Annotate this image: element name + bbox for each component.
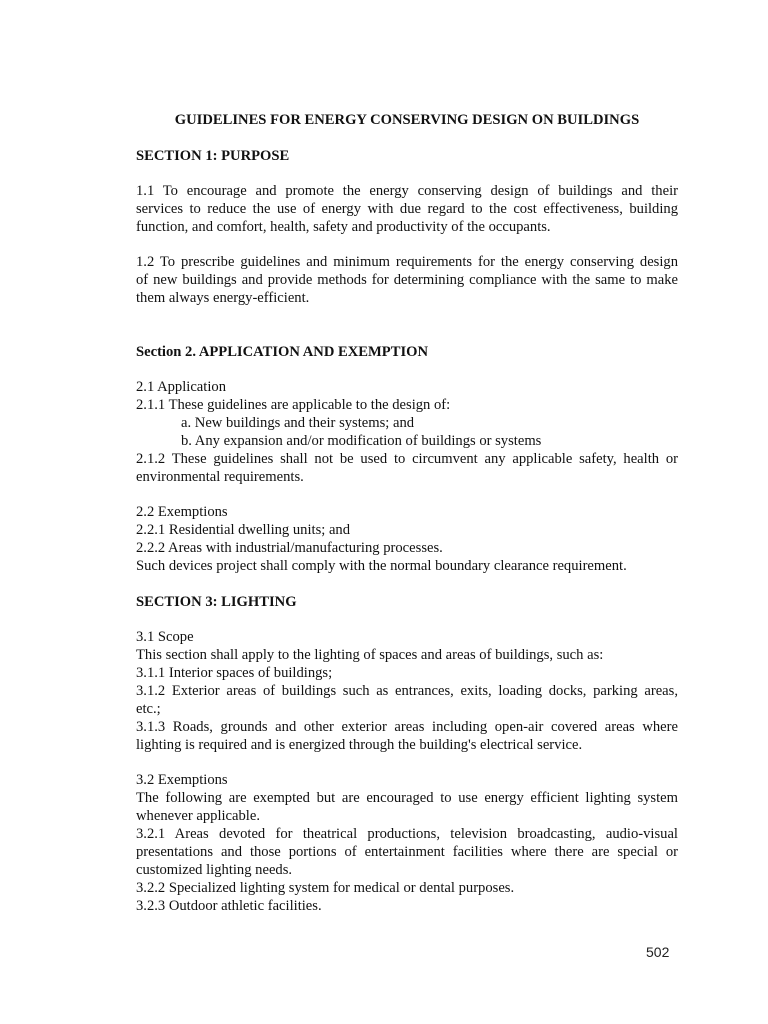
- lighting-exemptions-intro-line-1: The following are exempted but are encouraged to use energy efficient lighting system: [136, 790, 678, 806]
- scope-3-1-3-line-2: lighting is required and is energized through the building's electrical service.: [136, 737, 583, 753]
- document-page: [136, 0, 678, 1024]
- exemptions-title: 2.2 Exemptions: [136, 504, 228, 520]
- scope-3-1-3-line-1: 3.1.3 Roads, grounds and other exterior areas including open-air covered areas where: [136, 719, 678, 735]
- section-2-heading: Section 2. APPLICATION AND EXEMPTION: [136, 344, 429, 360]
- paragraph-1-1-line-3: function, and comfort, health, safety and productivity of the occupants.: [136, 219, 551, 235]
- section-1-heading: SECTION 1: PURPOSE: [136, 148, 290, 164]
- exemption-3-2-2: 3.2.2 Specialized lighting system for medical or dental purposes.: [136, 880, 515, 896]
- paragraph-1-2-line-2: of new buildings and provide methods for determining compliance with the same to make: [136, 272, 678, 288]
- application-2-1-1: 2.1.1 These guidelines are applicable to the design of:: [136, 397, 451, 413]
- scope-3-1-1: 3.1.1 Interior spaces of buildings;: [136, 665, 333, 681]
- section-3-heading: SECTION 3: LIGHTING: [136, 594, 297, 610]
- exemption-2-2-1: 2.2.1 Residential dwelling units; and: [136, 522, 351, 538]
- scope-3-1-2-line-1: 3.1.2 Exterior areas of buildings such as entrances, exits, loading docks, parking areas,: [136, 683, 678, 699]
- exemption-3-2-1-line-2: presentations and those portions of entertainment facilities where there are special or: [136, 844, 678, 860]
- exemption-3-2-1-line-3: customized lighting needs.: [136, 862, 293, 878]
- application-2-1-2-line-1: 2.1.2 These guidelines shall not be used to circumvent any applicable safety, health or: [136, 451, 678, 467]
- application-item-a: a. New buildings and their systems; and: [181, 415, 415, 431]
- scope-3-1-2-line-2: etc.;: [136, 701, 161, 717]
- scope-title: 3.1 Scope: [136, 629, 194, 645]
- paragraph-1-2-line-3: them always energy-efficient.: [136, 290, 310, 306]
- exemption-3-2-3: 3.2.3 Outdoor athletic facilities.: [136, 898, 322, 914]
- exemption-3-2-1-line-1: 3.2.1 Areas devoted for theatrical productions, television broadcasting, audio-visual: [136, 826, 678, 842]
- scope-intro: This section shall apply to the lighting of spaces and areas of buildings, such as:: [136, 647, 604, 663]
- lighting-exemptions-title: 3.2 Exemptions: [136, 772, 228, 788]
- application-title: 2.1 Application: [136, 379, 226, 395]
- application-item-b: b. Any expansion and/or modification of buildings or systems: [181, 433, 542, 449]
- page-number: 502: [646, 944, 670, 960]
- exemption-2-2-2: 2.2.2 Areas with industrial/manufacturing processes.: [136, 540, 443, 556]
- exemption-note: Such devices project shall comply with the normal boundary clearance requirement.: [136, 558, 627, 574]
- application-2-1-2-line-2: environmental requirements.: [136, 469, 304, 485]
- lighting-exemptions-intro-line-2: whenever applicable.: [136, 808, 260, 824]
- paragraph-1-2-line-1: 1.2 To prescribe guidelines and minimum requirements for the energy conserving design: [136, 254, 678, 270]
- paragraph-1-1-line-1: 1.1 To encourage and promote the energy conserving design of buildings and their: [136, 183, 678, 199]
- paragraph-1-1-line-2: services to reduce the use of energy with due regard to the cost effectiveness, building: [136, 201, 678, 217]
- document-title: GUIDELINES FOR ENERGY CONSERVING DESIGN ON BUILDINGS: [174, 112, 640, 128]
